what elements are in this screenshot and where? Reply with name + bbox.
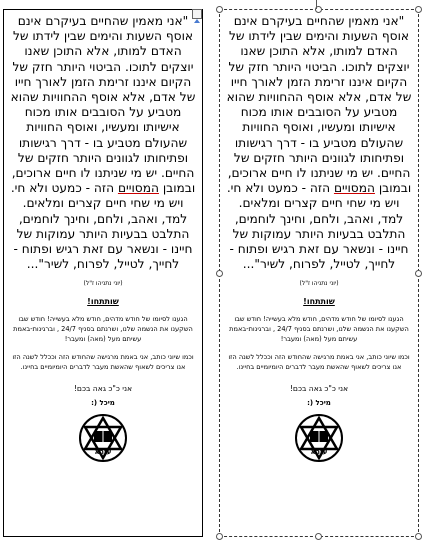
spellcheck-word: המסויים — [117, 181, 159, 196]
heading: שותתחו! — [303, 297, 335, 307]
heading: שותתחו! — [87, 297, 119, 307]
resize-handle-bottom-right[interactable] — [415, 533, 422, 540]
resize-handle-bottom[interactable] — [315, 533, 322, 540]
paragraph-2: וכמו שיוני כותב, אני באמת מרגישה שהחודש הזה וככלל לשנה הזו אנו צריכים לשאוף שהאשת מעבר לדברים היומיומיים בחיינו. — [228, 353, 410, 372]
resize-handle-left[interactable] — [216, 270, 223, 277]
svg-text:עזרא: עזרא — [310, 448, 328, 457]
quote-text: "אני מאמין שהחיים בעיקרם אינם אוסף השעות והימים שבין לידתו של האדם למותו, אלא התוכן שאנו יוצקים לתוכו. הביטוי היותר חזק של הקיום איננו זרימת הזמן לאורך חייו של אדם, אלא אוסף ההחוויות שהוא מטביע על הסובבים אותו מכוח אישיותו ומעשיו, ואוסף החוויות שהעולם מטביע בו - דרך רגישותו ופתיחותו לגוונים היותר חזקים של החיים. יש מי שניתנו לו חיים ארוכים, ובמובן המסויים הזה - כמעט ולא חי. ויש מי שחי חיים קצרים ומלאים. למד, ואהב, ולחם, וחינך לוחמים, התלבט בבעיות היותר עמוקות של חיינו - ונשאר עם זאת רגיש ופתוח - לחייך, לטייל, לפרוח, לשיר"... — [10, 14, 196, 272]
signature: מיכל (: — [307, 399, 331, 408]
text-box-left[interactable] — [3, 9, 203, 537]
paragraph-1: הגענו לסיומו של חודש מדהים, חודש מלא בעשייה! חודש שבו השקענו את הנשמה שלנו, ושרנתם בסניף 24/7 , וברגינות-באמת עשיתם מעל (מאה) ומעבר! — [229, 315, 409, 344]
paragraph-2: וכמו שיוני כותב, אני באמת מרגישה שהחודש הזה וככלל לשנה הזו אנו צריכים לשאוף שהאשת מעבר לדברים היומיומיים בחיינו. — [12, 353, 194, 372]
paragraph-1: הגענו לסיומו של חודש מדהים, חודש מלא בעשייה! חודש שבו השקענו את הנשמה שלנו, ושרנתם בסניף 24/7 , וברגינות-באמת עשיתם מעל (מאה) ומעבר! — [13, 315, 193, 344]
blessing-text: אני כ"כ גאה בכם! — [289, 384, 349, 394]
signature: מיכל (: — [91, 399, 115, 408]
svg-text:עזרא: עזרא — [94, 448, 112, 457]
resize-handle-top-left[interactable] — [216, 6, 223, 13]
rotation-handle-stem — [316, 0, 317, 9]
ezra-emblem-icon — [78, 413, 128, 463]
quote-text: "אני מאמין שהחיים בעיקרם אינם אוסף השעות והימים שבין לידתו של האדם למותו, אלא התוכן שאנו יוצקים לתוכו. הביטוי היותר חזק של הקיום איננו זרימת הזמן לאורך חייו של אדם, אלא אוסף ההחוויות שהוא מטביע על הסובבים אותו מכוח אישיותו ומעשיו, ואוסף החוויות שהעולם מטביע בו - דרך רגישותו ופתיחותו לגוונים היותר חזקים של החיים. יש מי שניתנו לו חיים ארוכים, ובמובן המסויים הזה - כמעט ולא חי. ויש מי שחי חיים קצרים ומלאים. למד, ואהב, ולחם, וחינך לוחמים, התלבט בבעיות היותר עמוקות של חיינו - ונשאר עם זאת רגיש ופתוח - לחייך, לטייל, לפרוח, לשיר"... — [226, 14, 412, 272]
text-box-anchor-icon[interactable] — [192, 9, 202, 19]
resize-handle-bottom-left[interactable] — [216, 533, 223, 540]
quote-source: (יוני נתניהו ז"ל) — [299, 280, 339, 288]
quote-source: (יוני נתניהו ז"ל) — [83, 280, 123, 288]
text-box-right-selected[interactable] — [219, 9, 419, 537]
resize-handle-top-right[interactable] — [415, 6, 422, 13]
spellcheck-word: המסויים — [333, 181, 375, 196]
resize-handle-right[interactable] — [415, 270, 422, 277]
ezra-emblem-icon — [294, 413, 344, 463]
blessing-text: אני כ"כ גאה בכם! — [73, 384, 133, 394]
